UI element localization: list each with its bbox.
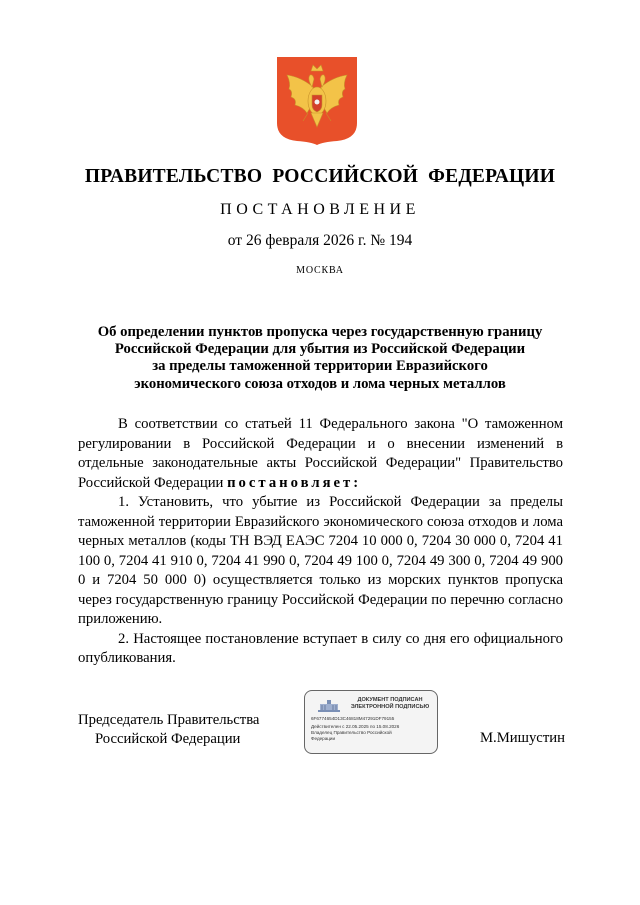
building-wall [320,704,338,710]
signer-position-line: Российской Федерации [95,731,241,747]
electronic-signature-stamp [304,690,438,754]
government-building-icon [317,699,341,713]
signer-position-line: Председатель Правительства [78,712,260,728]
certificate-validity: Действителен с 22.05.2025 по 15.08.2026 [311,724,400,729]
government-title: ПРАВИТЕЛЬСТВО РОССИЙСКОЙ ФЕДЕРАЦИИ [84,166,556,187]
stamp-title-line: ДОКУМЕНТ ПОДПИСАН [357,697,423,703]
stamp-title [345,697,435,711]
clause-2: 2. Настоящее постановление вступает в силу со дня его официального опубликования. [78,630,563,666]
subject-line: Об определении пунктов пропуска через государственную границу [97,324,543,340]
emblem-rider [315,100,320,105]
signer-position [78,711,259,749]
document-type: ПОСТАНОВЛЕНИЕ [220,201,420,218]
preamble-paragraph [78,415,563,493]
clause-1: 1. Установить, что убытие из Российской Федерации за пределы таможенной территории Евразийского экономического союза отходов и лома черных металлов (коды ТН ВЭД ЕАЭС 7204 10 000 0, 7204 30 000 0, 7204 41 100 0, 7204 41 910 0, 7204 41 990 0, 7204 49 100 0, 7204 49 300 0, 7204 49 900 0 и 7204 50 000 0) осуществляется только из морских пунктов пропуска через государственную границу Российской Федерации по перечню согласно приложению. [78,494,563,627]
signer-name: М.Мишустин [480,730,565,746]
issue-city: МОСКВА [296,265,344,276]
preamble-text: В соответствии со статьей 11 Федерального закона "О таможенном регулировании в Российской Федерации и о внесении изменений в отдельные законодательные акты Российской Федерации" Правительство Российской Федерации [78,416,563,491]
certificate-owner: Федерации [311,736,336,741]
decree-word: постановляет: [227,474,362,491]
document-date-number: от 26 февраля 2026 г. № 194 [227,232,413,249]
document-body [78,415,563,669]
certificate-serial: 6F6774654D13C46818M47291DF79155 [311,716,395,721]
coat-of-arms-emblem [277,57,357,145]
stamp-title-line: ЭЛЕКТРОННОЙ ПОДПИСЬЮ [350,704,430,710]
building-tower [327,700,331,704]
subject-line: за пределы таможенной территории Евразийского [152,358,488,375]
certificate-owner: Владелец Правительство Российской [311,730,392,735]
document-subject [80,324,560,393]
subject-line: экономического союза отходов и лома черных металлов [134,375,506,392]
building-base [318,710,340,712]
subject-line: Российской Федерации для убытия из Российской Федерации [114,341,526,358]
